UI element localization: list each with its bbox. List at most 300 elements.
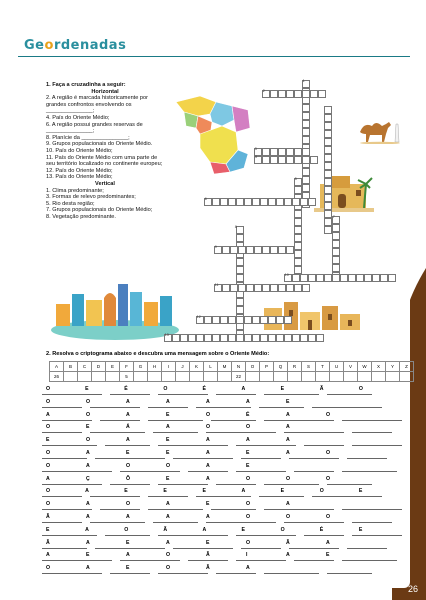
crossword-cell[interactable] [276,334,284,342]
crossword-cell[interactable] [310,90,318,98]
blank-word-line[interactable] [347,458,387,459]
crossword-cell[interactable] [340,274,348,282]
crossword-cell[interactable] [308,274,316,282]
crossword-cell[interactable] [212,334,220,342]
crossword-number: 12 [196,315,201,319]
crossword-number: 3 [254,147,257,151]
crossword-cell[interactable] [324,154,332,162]
crossword-cell[interactable] [324,146,332,154]
crossword-cell[interactable] [302,112,310,120]
crossword-cell[interactable] [324,130,332,138]
crossword-cell[interactable] [332,256,340,264]
alphabet-code-cell[interactable] [162,372,176,382]
crossword-cell[interactable] [294,218,302,226]
crossword-cell[interactable] [270,246,278,254]
alphabet-code-cell[interactable] [204,372,218,382]
alphabet-code-cell[interactable] [386,372,400,382]
crossword-cell[interactable] [324,106,332,114]
given-letter: O [166,565,171,572]
crossword-cell[interactable] [252,334,260,342]
blank-word-line[interactable] [196,407,251,408]
blank-word-line[interactable] [236,535,296,536]
alphabet-code-cell[interactable]: 5 [120,372,134,382]
clue-h-11: 11. País do Oriente Médio com uma parte de seu território localizado no continente europeu; [46,154,163,168]
crossword-cell[interactable] [260,334,268,342]
blank-word-line[interactable] [236,445,296,446]
blank-word-line[interactable] [264,509,334,510]
crossword-cell[interactable] [324,274,332,282]
alphabet-code-cell[interactable] [78,372,92,382]
blank-word-line[interactable] [312,496,382,497]
crossword-cell[interactable] [302,104,310,112]
crossword-cell[interactable] [332,274,340,282]
blank-word-line[interactable] [216,484,256,485]
given-letter: O [286,475,291,482]
crossword-cell[interactable] [302,156,310,164]
blank-word-line[interactable] [100,420,140,421]
blank-word-line[interactable] [206,522,276,523]
crossword-cell[interactable] [238,246,246,254]
crossword-cell[interactable] [302,176,310,184]
crossword-cell[interactable] [302,136,310,144]
blank-word-line[interactable] [42,394,102,395]
blank-word-line[interactable] [42,522,82,523]
blank-word-line[interactable] [241,458,281,459]
blank-word-line[interactable] [236,560,286,561]
crossword-cell[interactable] [244,334,252,342]
blank-word-line[interactable] [42,560,112,561]
blank-word-line[interactable] [90,407,140,408]
crossword-cell[interactable] [276,198,284,206]
given-letter: A [246,398,250,405]
crossword-cell[interactable] [364,274,372,282]
crossword-cell[interactable] [318,90,326,98]
blank-word-line[interactable] [304,535,344,536]
blank-word-line[interactable] [100,509,140,510]
crossword-cell[interactable] [294,148,302,156]
crossword-cell[interactable] [204,334,212,342]
alphabet-code-cell[interactable] [260,372,274,382]
given-letter: O [126,462,131,469]
blank-word-line[interactable] [236,471,286,472]
crossword-cell[interactable] [262,148,270,156]
crossword-cell[interactable] [300,334,308,342]
alphabet-letter: Y [386,362,400,372]
crossword-cell[interactable] [260,316,268,324]
crossword-cell[interactable] [292,198,300,206]
crossword-cell[interactable] [284,334,292,342]
crossword-cell[interactable] [324,122,332,130]
crossword-cell[interactable] [348,274,356,282]
crossword-cell[interactable] [294,90,302,98]
given-letter: É [202,386,206,392]
blank-word-line[interactable] [105,445,150,446]
blank-word-line[interactable] [342,471,397,472]
alphabet-code-cell[interactable] [372,372,386,382]
given-letter: A [85,526,89,533]
crossword-cell[interactable] [332,232,340,240]
blank-word-line[interactable] [342,509,402,510]
crossword-cell[interactable] [212,316,220,324]
crossword-cell[interactable] [302,128,310,136]
crossword-cell[interactable] [278,148,286,156]
crossword-cell[interactable] [286,148,294,156]
crossword-cell[interactable] [294,226,302,234]
alphabet-code-cell[interactable] [246,372,260,382]
given-letter: E [280,386,285,392]
crossword-cell[interactable] [294,156,302,164]
crossword-cell[interactable] [286,246,294,254]
blank-word-line[interactable] [158,535,228,536]
crossword-cell[interactable] [324,178,332,186]
clue-h-12: 12. País do Oriente Médio; [46,167,113,174]
crossword-cell[interactable] [222,284,230,292]
crossword-cell[interactable] [294,242,302,250]
given-letter: A [86,450,90,456]
crossword-cell[interactable] [380,274,388,282]
crossword-cell[interactable] [262,156,270,164]
crossword-cell[interactable] [300,198,308,206]
crossword-cell[interactable] [302,284,310,292]
blank-word-line[interactable] [352,535,402,536]
blank-word-line[interactable] [42,445,97,446]
crossword-cell[interactable] [286,90,294,98]
given-letter: Ã [46,514,50,520]
crossword-cell[interactable] [238,284,246,292]
alphabet-letter: E [106,362,120,372]
blank-word-line[interactable] [294,560,334,561]
blank-word-line[interactable] [347,548,387,549]
crossword-cell[interactable] [236,306,244,314]
crossword-cell[interactable] [300,274,308,282]
crossword-cell[interactable] [324,202,332,210]
alphabet-letter: R [288,362,302,372]
alphabet-code-cell[interactable] [190,372,204,382]
blank-word-line[interactable] [158,484,208,485]
crossword-cell[interactable] [220,334,228,342]
crossword-cell[interactable] [252,198,260,206]
alphabet-code-cell[interactable] [64,372,78,382]
blank-word-line[interactable] [148,496,188,497]
blank-word-line[interactable] [42,432,82,433]
crossword-cell[interactable] [284,198,292,206]
blank-word-line[interactable] [211,509,256,510]
crossword-cell[interactable] [372,274,380,282]
crossword-cell[interactable] [278,284,286,292]
crossword-cell[interactable] [286,284,294,292]
blank-word-line[interactable] [304,445,344,446]
blank-word-line[interactable] [153,432,198,433]
blank-word-line[interactable] [264,420,334,421]
blank-word-line[interactable] [327,484,372,485]
given-letter: A [46,552,50,559]
crossword-cell[interactable] [294,284,302,292]
given-letter: A [86,501,90,508]
crossword-cell[interactable] [302,90,310,98]
crossword-cell[interactable] [204,316,212,324]
crossword-cell[interactable] [252,316,260,324]
crossword-cell[interactable] [270,90,278,98]
blank-word-line[interactable] [42,535,97,536]
crossword-cell[interactable] [268,198,276,206]
blank-word-line[interactable] [42,548,87,549]
question-1-title: 1. Faça a cruzadinha a seguir: [46,82,126,88]
alphabet-code-cell[interactable] [274,372,288,382]
crossword-cell[interactable] [228,316,236,324]
crossword-cell[interactable] [270,156,278,164]
crossword-cell[interactable] [270,284,278,292]
blank-word-line[interactable] [148,509,203,510]
alphabet-code-cell[interactable] [106,372,120,382]
blank-word-line[interactable] [120,560,180,561]
blank-word-line[interactable] [206,432,276,433]
alphabet-code-cell[interactable] [330,372,344,382]
crossword-cell[interactable] [284,316,292,324]
crossword-cell[interactable] [292,334,300,342]
blank-word-line[interactable] [216,573,256,574]
crossword-cell[interactable] [324,114,332,122]
alphabet-code-cell[interactable] [218,372,232,382]
blank-word-line[interactable] [216,394,256,395]
blank-word-line[interactable] [294,471,334,472]
given-letter: O [46,488,51,495]
alphabet-code-cell[interactable] [148,372,162,382]
crossword-cell[interactable] [228,334,236,342]
blank-word-line[interactable] [289,458,339,459]
blank-word-line[interactable] [158,394,208,395]
blank-word-line[interactable] [188,471,228,472]
crossword-cell[interactable] [236,274,244,282]
crossword-cell[interactable] [388,274,396,282]
blank-word-line[interactable] [95,548,165,549]
crossword-cell[interactable] [302,120,310,128]
crossword-cell[interactable] [246,284,254,292]
given-letter: A [126,398,130,405]
alphabet-code-cell[interactable] [176,372,190,382]
crossword-cell[interactable] [286,156,294,164]
crossword-cell[interactable] [356,274,364,282]
alphabet-code-cell[interactable]: 22 [232,372,246,382]
crossword-cell[interactable] [268,334,276,342]
blank-word-line[interactable] [327,394,372,395]
blank-word-line[interactable] [173,548,233,549]
crossword-cell[interactable] [276,316,284,324]
blank-word-line[interactable] [264,573,319,574]
given-letter: A [86,514,90,520]
alphabet-letter: L [204,362,218,372]
blank-word-line[interactable] [173,458,233,459]
crossword-cell[interactable] [270,148,278,156]
blank-word-line[interactable] [264,394,319,395]
crossword-cell[interactable] [278,246,286,254]
given-letter: É [319,526,324,533]
crossword-cell[interactable] [180,334,188,342]
crossword-cell[interactable] [278,156,286,164]
crossword-cell[interactable] [294,234,302,242]
crossword-cell[interactable] [236,298,244,306]
blank-word-line[interactable] [196,496,251,497]
blank-word-line[interactable] [110,573,150,574]
given-letter: O [46,398,51,405]
crossword-cell[interactable] [324,162,332,170]
blank-word-line[interactable] [284,522,344,523]
given-letter: E [326,552,330,559]
crossword-cell[interactable] [246,246,254,254]
crossword-cell[interactable] [236,258,244,266]
blank-word-line[interactable] [312,407,382,408]
crossword-cell[interactable] [236,234,244,242]
blank-word-line[interactable] [342,420,402,421]
blank-word-line[interactable] [259,407,304,408]
crossword-cell[interactable] [236,198,244,206]
blank-word-line[interactable] [352,445,402,446]
blank-word-line[interactable] [42,509,92,510]
blank-word-line[interactable] [42,471,112,472]
blank-word-line[interactable] [42,573,102,574]
clue-h-10: 10. País do Oriente Médio; [46,147,113,154]
blank-word-line[interactable] [42,407,82,408]
blank-word-line[interactable] [90,496,140,497]
crossword-cell[interactable] [324,186,332,194]
alphabet-code-cell[interactable] [400,372,414,382]
alphabet-code-cell[interactable] [288,372,302,382]
crossword-number: 11 [214,283,219,287]
blank-word-line[interactable] [42,496,82,497]
blank-word-line[interactable] [264,484,319,485]
alphabet-code-cell[interactable] [92,372,106,382]
alphabet-letter: W [358,362,372,372]
crossword-cell[interactable] [324,218,332,226]
blank-word-line[interactable] [42,484,102,485]
blank-word-line[interactable] [148,420,203,421]
crossword-cell[interactable] [324,194,332,202]
crossword-cell[interactable] [236,266,244,274]
crossword-cell[interactable] [228,198,236,206]
blank-word-line[interactable] [110,484,150,485]
given-letter: A [206,514,210,520]
crossword-cell[interactable] [196,334,204,342]
crossword-cell[interactable] [332,248,340,256]
alphabet-letter: V [344,362,358,372]
given-letter: Ã [286,539,290,546]
crossword-cell[interactable] [244,198,252,206]
crossword-cell[interactable] [308,334,316,342]
blank-word-line[interactable] [352,432,392,433]
crossword-cell[interactable] [324,170,332,178]
crossword-cell[interactable] [236,316,244,324]
blank-word-line[interactable] [158,445,228,446]
blank-word-line[interactable] [90,432,145,433]
blank-word-line[interactable] [42,458,87,459]
crossword-cell[interactable] [294,258,302,266]
blank-word-line[interactable] [153,522,198,523]
crossword-cell[interactable] [230,246,238,254]
crossword-cell[interactable] [220,198,228,206]
crossword-cell[interactable] [294,266,302,274]
alphabet-code-cell[interactable] [134,372,148,382]
crossword-cell[interactable] [310,156,318,164]
blank-word-line[interactable] [105,535,150,536]
crossword-cell[interactable] [316,334,324,342]
blank-word-line[interactable] [327,573,372,574]
given-letter: O [358,386,363,392]
crossword-cell[interactable] [278,90,286,98]
crossword-cell[interactable] [292,274,300,282]
crossword-cell[interactable] [294,250,302,258]
middle-east-map-image [170,92,254,176]
given-letter: O [326,450,331,456]
blank-word-line[interactable] [110,394,150,395]
blank-word-line[interactable] [284,432,344,433]
blank-word-line[interactable] [90,522,145,523]
blank-word-line[interactable] [148,407,188,408]
crossword-cell[interactable] [212,198,220,206]
crossword-cell[interactable] [262,284,270,292]
crossword-cell[interactable] [222,246,230,254]
crossword-cell[interactable] [220,316,228,324]
crossword-cell[interactable] [316,274,324,282]
crossword-cell[interactable] [254,246,262,254]
crossword-cell[interactable] [260,198,268,206]
crossword-cell[interactable] [324,226,332,234]
crossword-cell[interactable] [268,316,276,324]
given-letter: Ã [163,526,168,533]
alphabet-letter: G [134,362,148,372]
crossword-cell[interactable] [332,264,340,272]
question-1 [46,82,164,220]
blank-word-line[interactable] [259,496,304,497]
crossword-cell[interactable] [236,226,244,234]
blank-word-line[interactable] [188,560,228,561]
blank-word-line[interactable] [42,420,92,421]
crossword-cell[interactable] [324,138,332,146]
crossword-cell[interactable] [294,210,302,218]
alphabet-code-cell[interactable] [344,372,358,382]
crossword-cell[interactable] [302,184,310,192]
alphabet-code-cell[interactable] [316,372,330,382]
given-letter: A [326,539,330,546]
crossword-cell[interactable] [188,334,196,342]
crossword-cell[interactable] [236,334,244,342]
blank-word-line[interactable] [352,522,392,523]
given-letter: E [202,488,206,495]
blank-word-line[interactable] [211,420,256,421]
crossword-cell[interactable] [262,246,270,254]
crossword-cell[interactable] [244,316,252,324]
crossword-cell[interactable] [324,210,332,218]
crossword-cell[interactable] [294,186,302,194]
crossword-cell[interactable] [332,224,340,232]
crossword-cell[interactable] [308,198,316,206]
crossword-cell[interactable] [302,148,310,156]
crossword-cell[interactable] [230,284,238,292]
alphabet-code-cell[interactable] [358,372,372,382]
alphabet-letter: A [50,362,64,372]
crossword-cell[interactable] [332,240,340,248]
blank-word-line[interactable] [158,573,208,574]
blank-word-line[interactable] [342,560,397,561]
blank-word-line[interactable] [289,548,339,549]
blank-word-line[interactable] [95,458,165,459]
crossword-cell[interactable] [302,168,310,176]
crossword-cell[interactable] [254,284,262,292]
given-letter: O [46,450,51,456]
blank-word-line[interactable] [241,548,281,549]
blank-word-line[interactable] [120,471,180,472]
alphabet-code-cell[interactable] [302,372,316,382]
alphabet-code-cell[interactable]: 26 [50,372,64,382]
crossword-cell[interactable] [172,334,180,342]
